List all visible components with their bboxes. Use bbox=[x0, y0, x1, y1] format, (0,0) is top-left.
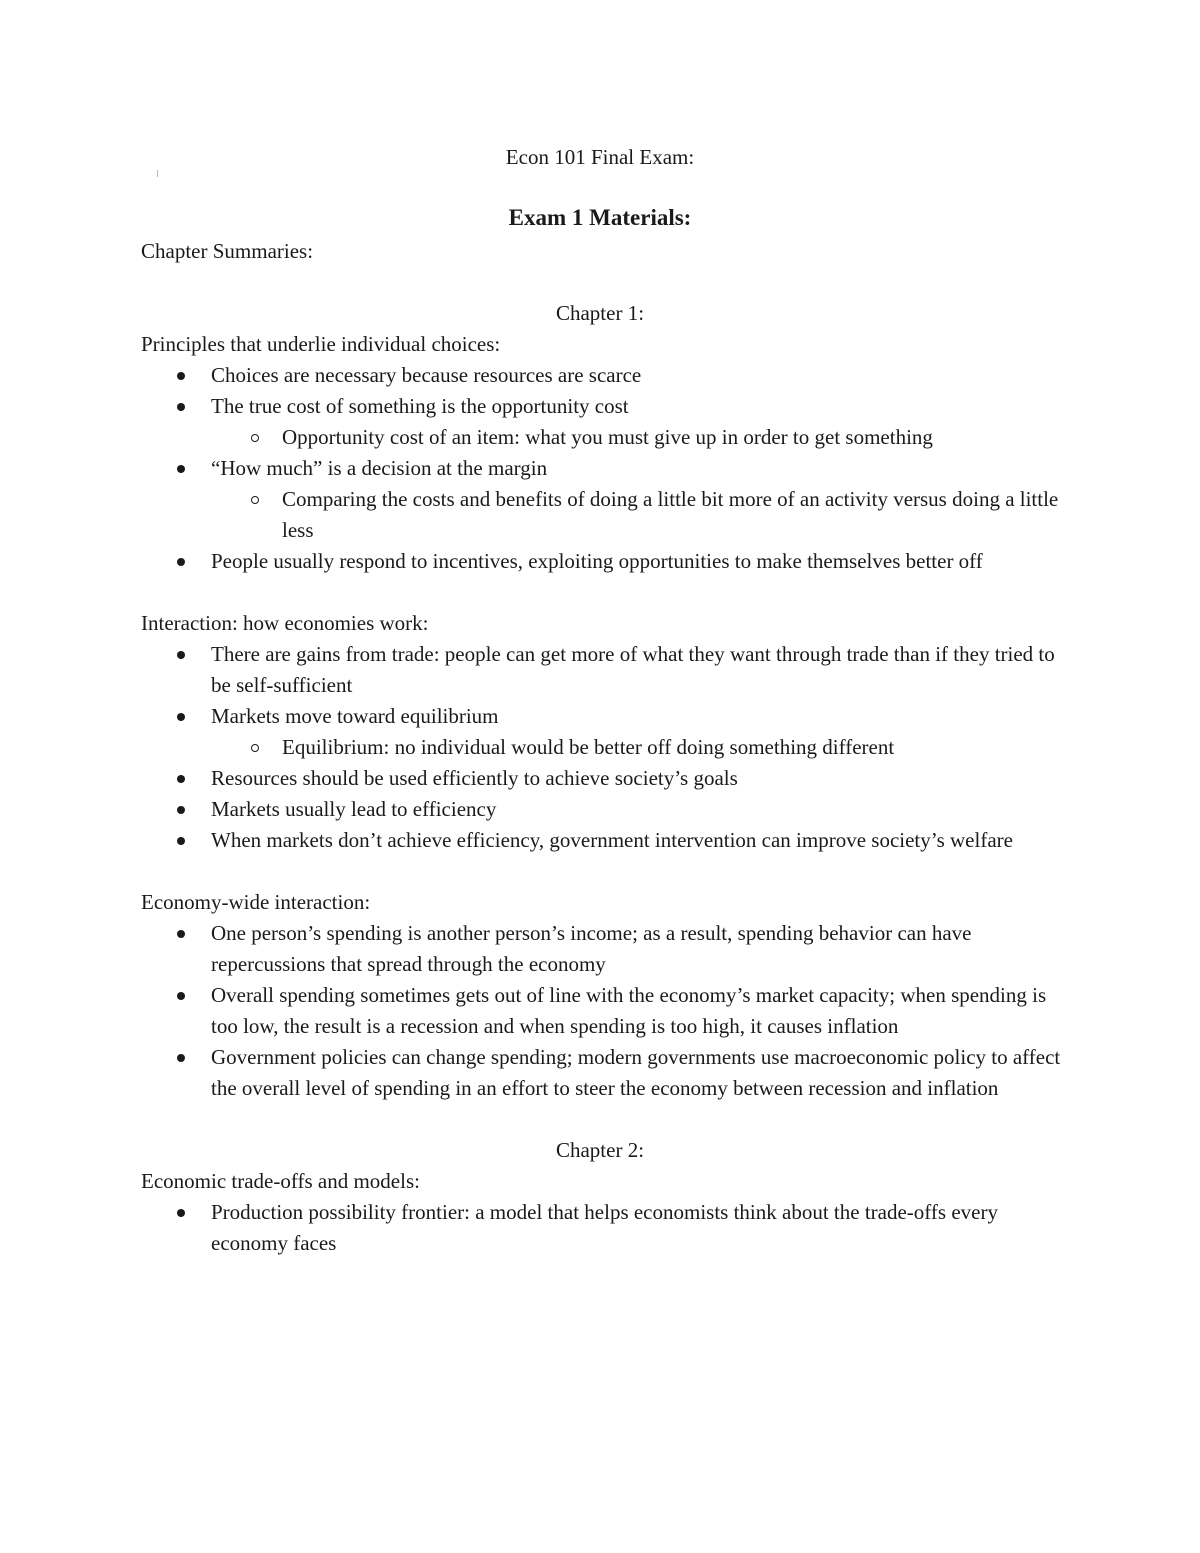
document-body bbox=[141, 236, 1061, 1259]
list-item-text: The true cost of something is the opportunity cost bbox=[211, 394, 629, 418]
hollow-bullet-icon bbox=[251, 434, 259, 442]
bullet-icon bbox=[177, 558, 185, 566]
bullet-icon bbox=[177, 837, 185, 845]
list-item-text: People usually respond to incentives, exploiting opportunities to make themselves better off bbox=[211, 549, 983, 573]
bullet-list bbox=[141, 360, 1061, 577]
bullet-icon bbox=[177, 1054, 185, 1062]
sub-list-item-text: Comparing the costs and benefits of doing a little bit more of an activity versus doing a little less bbox=[282, 487, 1059, 542]
sub-bullet-list bbox=[211, 484, 1061, 546]
list-item bbox=[211, 701, 1061, 763]
list-item bbox=[211, 794, 1061, 825]
bullet-icon bbox=[177, 403, 185, 411]
list-item bbox=[211, 453, 1061, 546]
document-title: Econ 101 Final Exam: bbox=[505, 145, 695, 169]
list-item bbox=[211, 763, 1061, 794]
sub-list-item-text: Opportunity cost of an item: what you must give up in order to get something bbox=[282, 425, 933, 449]
list-item-text: Overall spending sometimes gets out of line with the economy’s market capacity; when spending is too low, the result is a recession and when spending is too high, it causes inflation bbox=[211, 983, 1047, 1038]
subsection-heading: Economy-wide interaction: bbox=[141, 890, 371, 914]
list-item-text: Resources should be used efficiently to achieve society’s goals bbox=[211, 766, 738, 790]
sub-list-item bbox=[282, 422, 1061, 453]
list-item-text: Markets usually lead to efficiency bbox=[211, 797, 497, 821]
list-item-text: One person’s spending is another person’s income; as a result, spending behavior can have repercussions that spread through the economy bbox=[211, 921, 972, 976]
bullet-icon bbox=[177, 775, 185, 783]
section-heading: Exam 1 Materials: bbox=[508, 205, 692, 230]
list-item bbox=[211, 1042, 1061, 1104]
list-item-text: Government policies can change spending; modern governments use macroeconomic policy to affect the overall level of spending in an effort to steer the economy between recession and inflation bbox=[211, 1045, 1061, 1100]
bullet-icon bbox=[177, 992, 185, 1000]
bullet-icon bbox=[177, 651, 185, 659]
bullet-icon bbox=[177, 806, 185, 814]
list-item bbox=[211, 639, 1061, 701]
list-item-text: “How much” is a decision at the margin bbox=[211, 456, 548, 480]
subsection-heading: Economic trade-offs and models: bbox=[141, 1169, 420, 1193]
list-item bbox=[211, 546, 1061, 577]
bullet-icon bbox=[177, 930, 185, 938]
bullet-list bbox=[141, 918, 1061, 1104]
sub-list-item bbox=[282, 484, 1061, 546]
list-item-text: There are gains from trade: people can get more of what they want through trade than if they tried to be self-sufficient bbox=[211, 642, 1055, 697]
sub-list-item bbox=[282, 732, 1061, 763]
list-item-text: Markets move toward equilibrium bbox=[211, 704, 499, 728]
hollow-bullet-icon bbox=[251, 496, 259, 504]
list-item-text: When markets don’t achieve efficiency, government intervention can improve society’s welfare bbox=[211, 828, 1013, 852]
sub-bullet-list bbox=[211, 732, 1061, 763]
list-item bbox=[211, 918, 1061, 980]
list-item-text: Production possibility frontier: a model that helps economists think about the trade-offs every economy faces bbox=[211, 1200, 998, 1255]
list-item-text: Choices are necessary because resources are scarce bbox=[211, 363, 642, 387]
bullet-list bbox=[141, 639, 1061, 856]
bullet-icon bbox=[177, 465, 185, 473]
list-item bbox=[211, 360, 1061, 391]
sub-list-item-text: Equilibrium: no individual would be better off doing something different bbox=[282, 735, 895, 759]
list-item bbox=[211, 980, 1061, 1042]
list-item bbox=[211, 825, 1061, 856]
list-item bbox=[211, 1197, 1061, 1259]
hollow-bullet-icon bbox=[251, 744, 259, 752]
subsection-heading: Interaction: how economies work: bbox=[141, 611, 429, 635]
bullet-icon bbox=[177, 372, 185, 380]
sub-bullet-list bbox=[211, 422, 1061, 453]
chapter-summaries-label: Chapter Summaries: bbox=[141, 239, 314, 263]
chapter-title: Chapter 2: bbox=[555, 1138, 645, 1162]
bullet-list bbox=[141, 1197, 1061, 1259]
bullet-icon bbox=[177, 1209, 185, 1217]
subsection-heading: Principles that underlie individual choices: bbox=[141, 332, 501, 356]
list-item bbox=[211, 391, 1061, 453]
chapter-title: Chapter 1: bbox=[555, 301, 645, 325]
bullet-icon bbox=[177, 713, 185, 721]
